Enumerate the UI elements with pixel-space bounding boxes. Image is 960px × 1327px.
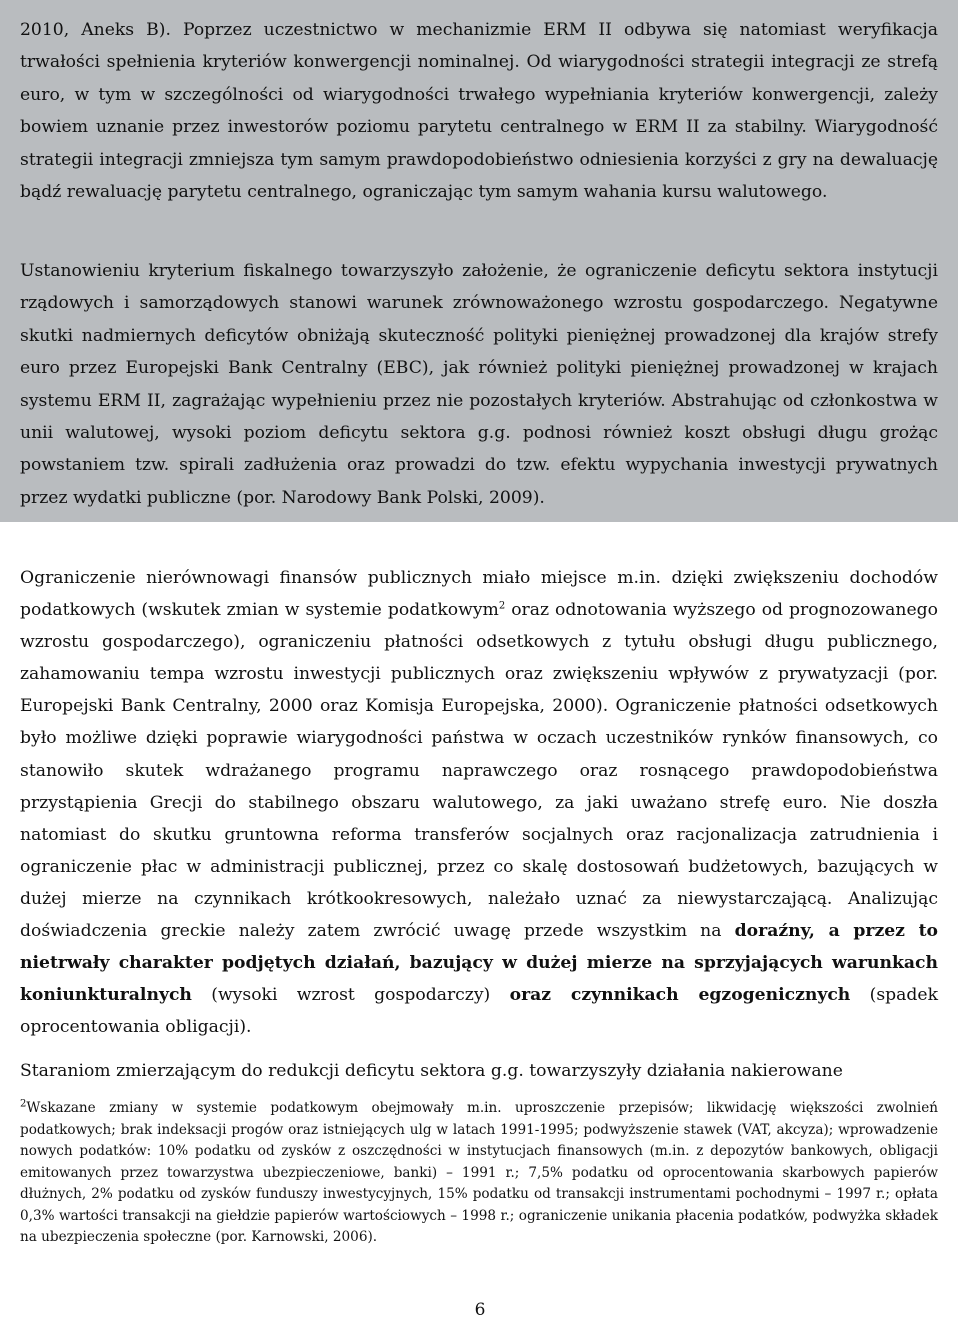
text-run: Ograniczenie nierównowagi finansów publicznych miało miejsce m.in. dzięki zwiększeniu dochodów podatkowych (wskutek zmian w systemie podatkowym [20,568,938,621]
paragraph-fiscal-criterion [20,255,938,514]
footnote-reference: 2 [498,600,506,612]
paragraph-text [20,562,938,1043]
text-run: (wysoki wzrost gospodarczy) [191,985,510,1006]
paragraph-text: 2010, Aneks B). Poprzez uczestnictwo w mechanizmie ERM II odbywa się natomiast weryfikacja trwałości spełnienia kryteriów konwergencji nominalnej. Od wiarygodności strategii integracji ze strefą euro, w tym w szczególności od wiarygodności trwałego wypełniania kryteriów konwergencji, zależy bowiem uznanie przez inwestorów poziomu parytetu centralnego w ERM II za stabilny. Wiarygodność strategii integracji zmniejsza tym samym prawdopodobieństwo odniesienia korzyści z gry na dewaluację bądź rewaluację parytetu centralnego, ograniczając tym samym wahania kursu walutowego. [20,20,938,203]
paragraph-text: Staraniom zmierzającym do redukcji deficytu sektora g.g. towarzyszyły działania nakierowane [20,1061,843,1081]
text-run: (spadek oprocentowania obligacji). [20,985,939,1038]
footnote-text [20,1098,938,1249]
text-run: oraz odnotowania wyższego od prognozowanego wzrostu gospodarczego), ograniczeniu płatności odsetkowych z tytułu obsługi długu publicznego, zahamowaniu tempa wzrostu inwestycji publicznych oraz zwiększeniu wpływów z prywatyzacji (por. Europejski Bank Centralny, 2000 oraz Komisja Europejska, 2000). Ograniczenie płatności odsetkowych było możliwe dzięki poprawie wiarygodności państwa w oczach uczestników rynków finansowych, co stanowiło skutek wdrażanego programu naprawczego oraz rosnącego prawdopodobieństwa przystąpienia Grecji do stabilnego obszaru walutowego, za jaki uważano strefę euro. Nie doszła natomiast do skutku gruntowna reforma transferów socjalnych oraz racjonalizacja zatrudnienia i ograniczenie płac w administracji publicznej, przez co skalę dostosowań budżetowych, bazujących w dużej mierze na czynnikach krótkookresowych, należało uznać za niewystarczającą. Analizując doświadczenia greckie należy zatem zwrócić uwagę przede wszystkim na [20,600,938,942]
footnote [20,1098,938,1249]
footnote-body: Wskazane zmiany w systemie podatkowym obejmowały m.in. uproszczenie przepisów; likwidację większości zwolnień podatkowych; brak indeksacji progów oraz istniejących ulg w latach 1991-1995; podwyższenie stawek (VAT, akcyza); wprowadzenie nowych podatków: 10% podatku od zysków z oszczędności w instytucjach finansowych (m.in. z depozytów bankowych, obligacji emitowanych przez towarzystwa ubezpieczeniowe, banki) – 1991 r.; 7,5% podatku od oprocentowania skarbowych papierów dłużnych, 2% podatku od zysków funduszy inwestycyjnych, 15% podatku od transakcji instrumentami pochodnymi – 1997 r.; opłata 0,3% wartości transakcji na giełdzie papierów wartościowych – 1998 r.; ograniczenie unikania płacenia podatków, podwyżka składek na ubezpieczenia społeczne (por. Karnowski, 2006). [20,1100,938,1245]
paragraph-greek-experience [20,562,938,1043]
paragraph-text: Ustanowieniu kryterium fiskalnego towarzyszyło założenie, że ograniczenie deficytu sektora instytucji rządowych i samorządowych stanowi warunek zrównoważonego wzrostu gospodarczego. Negatywne skutki nadmiernych deficytów obniżają skuteczność polityki pieniężnej prowadzonej dla krajów strefy euro przez Europejski Bank Centralny (EBC), jak również polityki pieniężnej prowadzonej w krajach systemu ERM II, zagrażając wypełnieniu przez nie pozostałych kryteriów. Abstrahując od członkostwa w unii walutowej, wysoki poziom deficytu sektora g.g. podnosi również koszt obsługi długu grożąc powstaniem tzw. spirali zadłużenia oraz prowadzi do tzw. efektu wypychania inwestycji prywatnych przez wydatki publiczne (por. Narodowy Bank Polski, 2009). [20,261,938,508]
footnote-marker: 2 [20,1098,27,1110]
bold-emphasis: doraźny, a przez to nietrwały charakter podjętych działań, bazujący w dużej mierze na sprzyjających warunkach koniunkturalnych [20,921,938,1006]
paragraph-deficit-reduction [20,1055,938,1087]
page-number: 6 [474,1300,486,1320]
paragraph-erm-credibility [20,14,938,208]
bold-emphasis: oraz czynnikach egzogenicznych [509,985,851,1006]
